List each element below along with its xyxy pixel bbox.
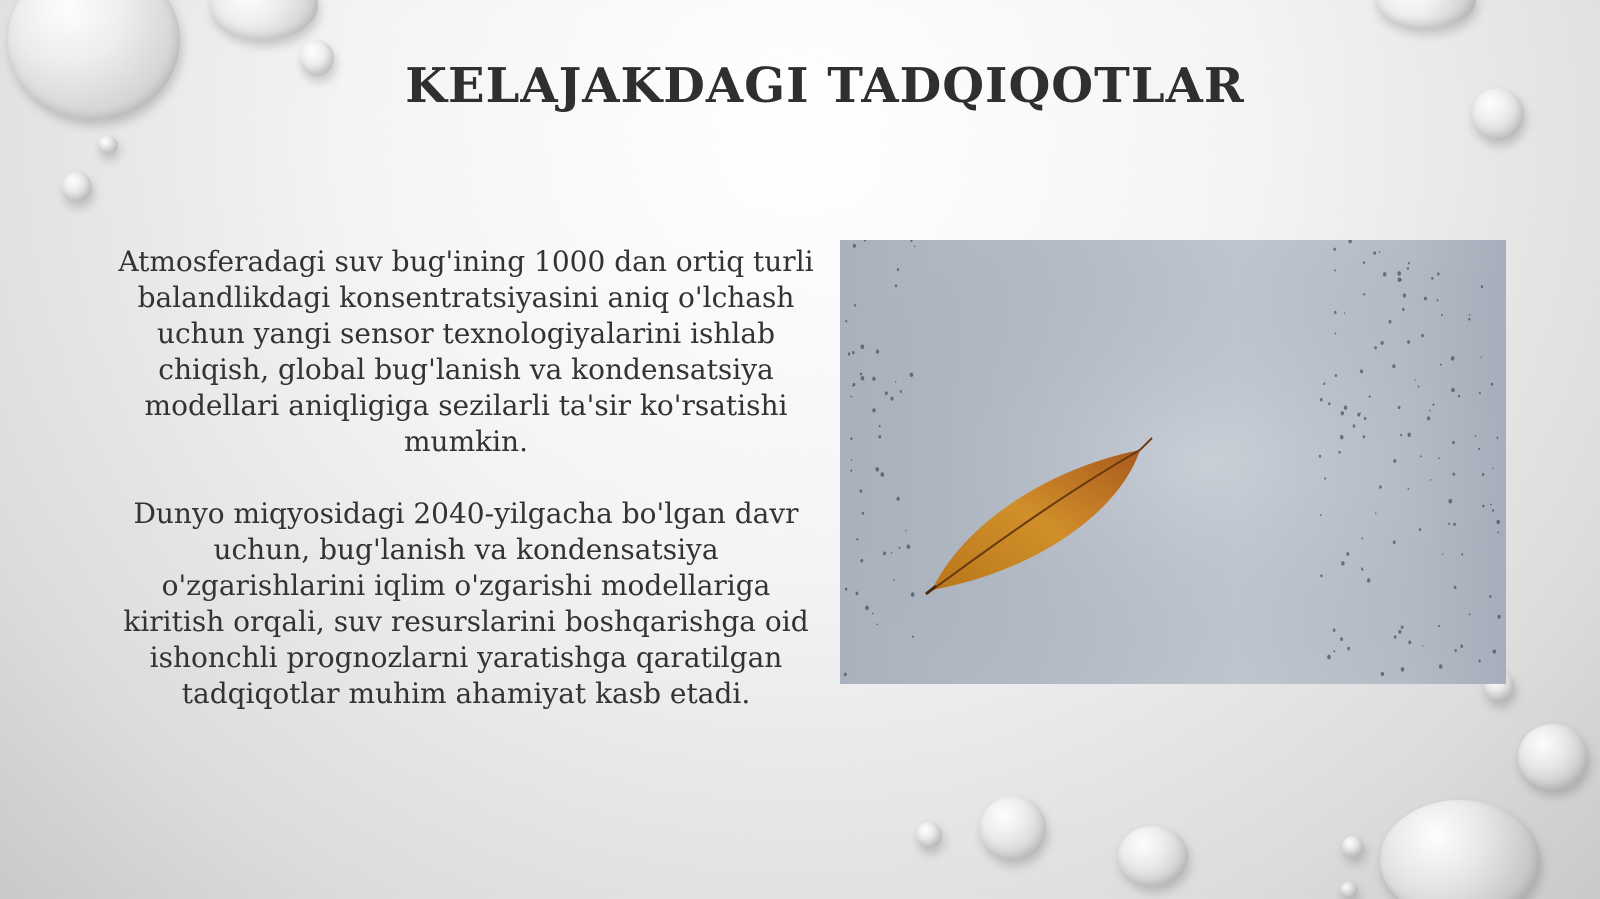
raindrop [1421,334,1424,337]
raindrop [1492,509,1494,512]
raindrop [1481,285,1483,288]
raindrop [1323,382,1325,385]
raindrop [1497,531,1499,533]
raindrop [1491,383,1493,386]
raindrop [1448,499,1452,504]
raindrop [1492,468,1493,470]
raindrop [1401,667,1405,671]
raindrop [860,372,862,375]
raindrop [1448,523,1450,525]
raindrop [1407,267,1409,270]
water-drop-decoration [1342,836,1364,858]
raindrop [1344,405,1348,410]
raindrop [1468,318,1470,321]
raindrop [1490,503,1492,505]
raindrop [861,344,865,349]
raindrop [1381,672,1384,676]
raindrop [1335,374,1337,377]
raindrop [1414,379,1415,381]
raindrop [1320,514,1322,516]
raindrop [1402,308,1405,311]
raindrop [1498,615,1501,619]
water-drop-decoration [980,796,1046,860]
raindrop [851,459,852,461]
raindrop [1489,595,1491,598]
raindrop [1453,523,1456,526]
raindrop [1478,448,1480,450]
raindrop [1452,441,1455,444]
raindrop [1408,641,1411,645]
raindrop [1475,435,1477,437]
raindrop [1324,477,1326,480]
raindrop [1383,272,1387,276]
raindrop [845,320,847,323]
raindrop [1400,434,1402,436]
raindrop [1341,411,1344,415]
water-drop-decoration [916,822,942,848]
raindrop [860,559,863,563]
raindrop [876,623,878,625]
raindrop [1361,537,1363,539]
raindrop [1361,567,1363,570]
raindrop [1438,625,1440,627]
raindrop [1393,540,1396,544]
raindrop [1452,472,1455,475]
raindrop [1478,659,1480,662]
raindrop [1363,435,1366,438]
raindrop [1497,520,1500,524]
raindrop [1408,262,1410,265]
raindrop [861,376,865,381]
raindrop [1437,272,1440,275]
raindrop [854,304,856,307]
raindrop [1422,645,1423,647]
raindrop [856,592,859,595]
raindrop [907,545,911,549]
water-drop-decoration [1380,800,1540,899]
raindrop [1347,647,1350,651]
raindrop [1328,402,1330,405]
raindrop [876,350,879,354]
raindrop [896,497,899,501]
water-drop-decoration [1118,826,1188,886]
raindrop [1407,433,1410,437]
raindrop [1482,473,1484,476]
raindrop [850,470,852,472]
paragraph-future-research: Dunyo miqyosidagi 2040-yilgacha bo'lgan davr uchun, bug'lanish va kondensatsiya o'zgarishlarini iqlim o'zgarishi modellariga kiritish orqali, suv resurslarini boshqarishga oid ishonchli prognozlarni yaratishga qaratilgan tadqiqotlar muhim ahamiyat kasb etadi. [123,497,809,710]
raindrop [1429,410,1431,412]
raindrop [851,396,852,398]
water-drop-decoration [1518,724,1588,790]
raindrop [1369,395,1371,398]
raindrop [1363,261,1365,264]
raindrop [1393,459,1396,463]
raindrop [883,551,886,555]
raindrop [1454,586,1457,589]
raindrop [1394,635,1397,638]
raindrop [1440,364,1442,366]
raindrop [872,612,874,614]
raindrop [848,352,851,355]
raindrop [1479,392,1481,394]
raindrop [880,472,884,477]
raindrop [878,435,881,438]
raindrop [1360,369,1363,373]
raindrop [1379,251,1380,253]
raindrop [1408,488,1410,490]
paragraph-sensor-technology: Atmosferadagi suv bug'ining 1000 dan ortiq turli balandlikdagi konsentratsiyasini aniq o'lchash uchun yangi sensor texnologiyalarini ishlab chiqish, global bug'lanish va kondensatsiya modellari aniqligiga sezilarli ta'sir ko'rsatishi mumkin. [118,245,814,458]
raindrop [899,547,901,549]
raindrop [911,592,915,597]
raindrop [1469,613,1471,615]
raindrop [1461,553,1463,555]
raindrop [865,606,869,611]
raindrop [852,351,855,354]
raindrop [1373,251,1376,255]
raindrop [1424,297,1427,301]
raindrop [895,381,896,383]
raindrop [890,397,893,401]
raindrop [853,383,856,386]
raindrop [879,425,881,427]
raindrop [872,408,875,412]
raindrop [1420,455,1422,457]
glass-background [840,240,1506,684]
raindrop [900,390,902,393]
water-drop-decoration [1376,0,1476,28]
raindrop [1335,332,1337,334]
raindrop [897,268,899,271]
raindrop [1419,528,1421,531]
raindrop [895,284,897,287]
raindrop [1327,655,1331,660]
raindrop [1353,424,1356,427]
raindrop [1458,395,1460,398]
water-drop-decoration [1340,882,1358,898]
raindrop [1401,626,1404,629]
raindrop [1398,630,1401,634]
raindrop [910,373,914,377]
raindrop [1319,455,1321,458]
raindrop [905,530,906,532]
raindrop [1469,314,1470,316]
water-drop-decoration [98,136,118,154]
raindrop [844,673,847,677]
raindrop [1403,293,1406,297]
raindrop [872,377,875,381]
raindrop [1379,485,1382,488]
raindrop [891,552,892,554]
raindrop [1481,357,1482,359]
raindrop [1432,403,1434,406]
raindrop [1374,346,1377,349]
raindrop [856,538,858,541]
raindrop [1407,340,1410,344]
raindrop [1389,320,1392,324]
raindrop [853,244,856,248]
rain-window-leaf-photo [840,240,1506,684]
raindrop [1427,416,1430,420]
photo-illustration [840,240,1506,684]
raindrop [1333,248,1336,251]
raindrop [1482,505,1484,508]
raindrop [1438,457,1440,459]
slide-title: KELAJAKDAGI TADQIQOTLAR [405,58,1245,114]
raindrop [1320,574,1322,577]
slide-body [112,244,820,748]
raindrop [1364,417,1367,420]
raindrop [1442,553,1443,555]
raindrop [875,467,879,471]
raindrop [1398,406,1401,409]
raindrop [1493,649,1496,653]
raindrop [1381,341,1384,345]
raindrop [1431,277,1433,280]
raindrop [859,489,862,493]
raindrop [1363,293,1365,296]
raindrop [1430,479,1431,481]
raindrop [850,437,852,440]
raindrop [1437,299,1439,301]
raindrop [912,636,914,638]
raindrop [1397,271,1401,276]
raindrop [1451,388,1455,393]
raindrop [1367,578,1370,582]
water-drop-decoration [210,0,318,40]
raindrop [1341,561,1344,565]
raindrop [1334,269,1336,271]
raindrop [862,512,864,515]
raindrop [845,588,847,591]
raindrop [1340,637,1343,641]
raindrop [1496,437,1498,439]
raindrop [1333,628,1336,631]
raindrop [1397,277,1401,282]
raindrop [1340,435,1344,440]
raindrop [1451,356,1455,361]
raindrop [1418,386,1420,388]
raindrop [885,391,888,395]
water-drop-decoration [62,172,92,202]
raindrop [1346,552,1349,556]
raindrop [1392,364,1395,368]
raindrop [1333,650,1335,652]
raindrop [1344,312,1345,314]
raindrop [1454,649,1456,652]
raindrop [1360,412,1361,414]
raindrop [1375,512,1376,514]
raindrop [1334,311,1337,314]
raindrop [893,579,895,581]
raindrop [1460,645,1463,648]
raindrop [1441,314,1443,316]
raindrop [1338,451,1340,454]
raindrop [914,245,915,247]
raindrop [1439,664,1443,668]
raindrop [1320,398,1323,401]
